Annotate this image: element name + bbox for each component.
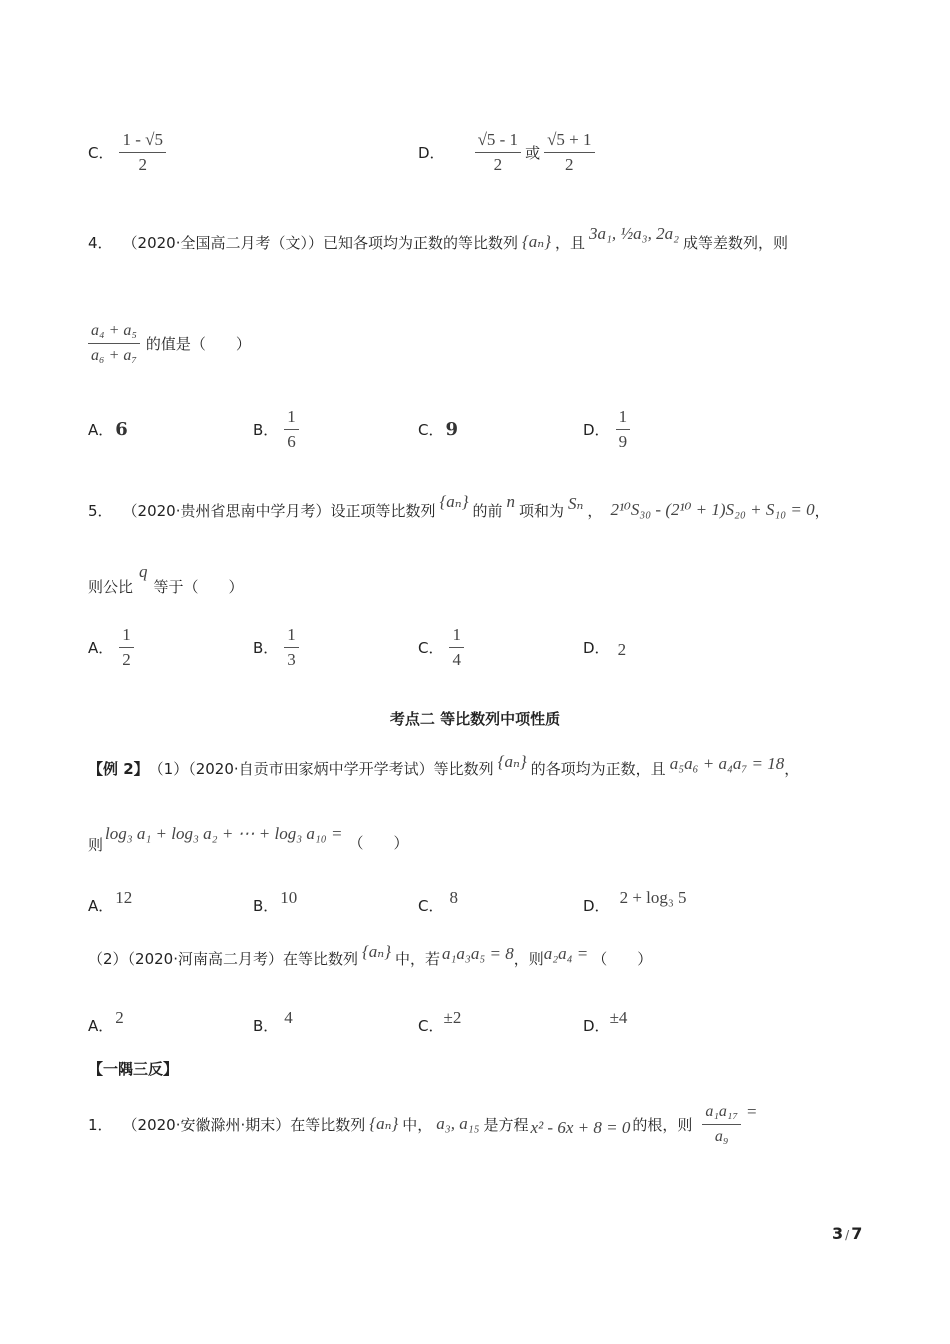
denominator: a₆ + a₇	[91, 346, 137, 364]
question-text: （1）（2020·自贡市田家炳中学开学考试）等比数列	[148, 759, 494, 778]
sequence-symbol: {aₙ}	[497, 752, 527, 771]
numerator: 1	[616, 406, 631, 430]
q5-option-a	[88, 622, 134, 672]
option-label: D．	[583, 1017, 610, 1035]
numerator: 1	[449, 624, 464, 648]
punctuation: ，	[814, 501, 830, 520]
question-text: 等于（ ）	[153, 577, 244, 596]
q4-option-a	[88, 404, 128, 454]
q4-option-d	[583, 404, 630, 454]
math-variable: q	[139, 562, 148, 581]
numerator: √5 - 1	[475, 129, 522, 153]
q5-ask	[88, 562, 244, 606]
or-text: 或	[525, 143, 541, 162]
section-title: 考点二 等比数列中项性质	[389, 710, 561, 728]
fraction	[284, 624, 299, 671]
numerator: a₄ + a₅	[88, 320, 140, 344]
q5-option-b	[253, 622, 299, 672]
page-total: 7	[851, 1224, 863, 1243]
question-text: 则	[88, 835, 104, 854]
ex2-part2-option-b	[253, 1000, 293, 1036]
math-condition: a₁a₃a₅ = 8	[442, 944, 514, 963]
option-label: D．	[583, 638, 610, 657]
option-value: 8	[449, 888, 458, 907]
q4-option-c	[418, 404, 458, 454]
practice-tag: 【一隅三反】	[88, 1060, 179, 1078]
practice-q1	[88, 1094, 757, 1154]
option-value: 9	[445, 418, 459, 440]
ex2-part2-option-d	[583, 1000, 627, 1036]
denominator: 9	[618, 431, 628, 451]
option-value: 2 + log₃ 5	[619, 888, 687, 907]
option-label: C．	[418, 638, 444, 657]
ex2-part1-option-b	[253, 880, 297, 916]
denominator: a₉	[714, 1127, 729, 1145]
question-text: 的根，则	[632, 1115, 693, 1134]
numerator: 1 - √5	[119, 129, 166, 153]
question-text: 的值是（ ）	[145, 334, 251, 353]
option-label: A．	[88, 420, 114, 439]
question-text: 则公比	[88, 577, 134, 596]
math-terms: a₃, a₁₅	[436, 1114, 480, 1133]
option-label: D．	[583, 897, 610, 915]
punctuation: ，	[587, 501, 603, 520]
ex2-part2-option-c	[418, 1000, 461, 1036]
question-text: 中，若	[395, 949, 441, 968]
option-value: ±2	[443, 1008, 462, 1027]
q4-option-b	[253, 404, 299, 454]
denominator: 2	[122, 649, 131, 669]
question-text: 成等差数列，则	[683, 233, 789, 252]
fraction	[475, 129, 522, 176]
page-separator: /	[845, 1228, 850, 1242]
question-text: ，且	[555, 233, 586, 252]
q5-option-d	[583, 622, 626, 672]
q5-stem	[88, 490, 830, 530]
math-condition: a₅a₆ + a₄a₇ = 18	[669, 754, 785, 773]
sequence-symbol: {aₙ}	[439, 492, 469, 511]
numerator: 1	[284, 624, 299, 648]
question-text: （ ）	[348, 833, 409, 852]
math-expression: a₂a₄ =	[543, 944, 589, 963]
q4-stem	[88, 222, 788, 262]
fraction	[616, 406, 631, 453]
question-number: 4．	[88, 233, 113, 252]
option-value: 6	[115, 418, 128, 440]
option-label: B．	[253, 638, 279, 657]
math-equation: 2¹⁰S₃₀ - (2¹⁰ + 1)S₂₀ + S₁₀ = 0	[610, 500, 815, 519]
ex2-part1-option-d	[583, 880, 687, 916]
question-text: 项和为	[519, 501, 565, 520]
option-label: C．	[418, 420, 444, 439]
page-current: 3	[832, 1224, 844, 1243]
option-label: B．	[253, 897, 279, 915]
option-label: C．	[418, 1017, 444, 1035]
ex2-part1-ask	[88, 818, 408, 858]
denominator: 2	[138, 154, 147, 174]
denominator: 4	[452, 649, 461, 669]
equals-sign: =	[747, 1102, 757, 1121]
option-label: C．	[88, 143, 114, 162]
numerator: a₁a₁₇	[702, 1101, 741, 1125]
question-number: 1．	[88, 1115, 113, 1134]
option-value: 12	[115, 888, 133, 907]
fraction	[88, 320, 140, 367]
denominator: 6	[287, 431, 296, 451]
option-label: D．	[583, 420, 610, 439]
punctuation: ，	[784, 759, 800, 778]
fraction	[284, 406, 299, 453]
ex2-part2-stem	[88, 938, 652, 978]
q3-option-d	[418, 128, 595, 176]
option-label: C．	[418, 897, 444, 915]
ex2-part1-option-c	[418, 880, 458, 916]
math-expression: log₃ a₁ + log₃ a₂ + ⋯ + log₃ a₁₀ =	[105, 824, 343, 843]
option-label: A．	[88, 638, 114, 657]
denominator: 2	[565, 154, 574, 174]
denominator: 3	[287, 649, 296, 669]
option-label: B．	[253, 1017, 279, 1035]
question-text: 是方程	[483, 1115, 529, 1134]
option-value: 10	[280, 888, 298, 907]
sequence-symbol: {aₙ}	[362, 942, 391, 961]
ex2-part2-option-a	[88, 1000, 124, 1036]
option-label: D．	[418, 143, 445, 162]
question-text: （ ）	[592, 949, 653, 968]
sequence-symbol: {aₙ}	[522, 232, 551, 251]
denominator: 2	[493, 154, 503, 174]
math-terms: 3a₁, ½a₃, 2a₂	[589, 224, 679, 243]
question-text: （2）（2020·河南高二月考）在等比数列	[88, 949, 358, 968]
option-value: 4	[284, 1008, 293, 1027]
option-value: 2	[617, 640, 627, 659]
numerator: 1	[119, 624, 134, 648]
numerator: 1	[284, 406, 299, 430]
fraction	[119, 624, 134, 671]
question-text: （2020·贵州省思南中学月考）设正项等比数列	[122, 501, 436, 520]
page-number	[832, 1224, 862, 1243]
option-label: A．	[88, 1017, 114, 1035]
q4-ask	[88, 318, 251, 368]
fraction	[119, 129, 166, 176]
option-value: ±4	[609, 1008, 628, 1027]
question-number: 5．	[88, 501, 113, 520]
option-value: 2	[115, 1008, 124, 1027]
question-text: 中，	[402, 1115, 433, 1134]
option-label: B．	[253, 420, 279, 439]
option-label: A．	[88, 897, 114, 915]
question-text: ，则	[513, 949, 544, 968]
fraction	[449, 624, 464, 671]
question-text: （2020·全国高二月考（文））已知各项均为正数的等比数列	[122, 233, 518, 252]
q5-option-c	[418, 622, 464, 672]
question-text: 的各项均为正数，且	[530, 759, 666, 778]
numerator: √5 + 1	[544, 129, 594, 153]
question-text: （2020·安徽滁州·期末）在等比数列	[122, 1115, 366, 1134]
question-text: 的前	[472, 501, 503, 520]
ex2-part1-option-a	[88, 880, 132, 916]
math-variable: n	[506, 492, 516, 511]
math-equation: x² - 6x + 8 = 0	[530, 1118, 631, 1137]
fraction	[702, 1101, 741, 1148]
example-tag: 【例 2】	[88, 759, 149, 778]
fraction	[544, 129, 594, 176]
q3-option-c	[88, 128, 166, 176]
math-variable: Sₙ	[568, 494, 584, 513]
sequence-symbol: {aₙ}	[369, 1114, 399, 1133]
ex2-part1-stem	[88, 748, 799, 788]
